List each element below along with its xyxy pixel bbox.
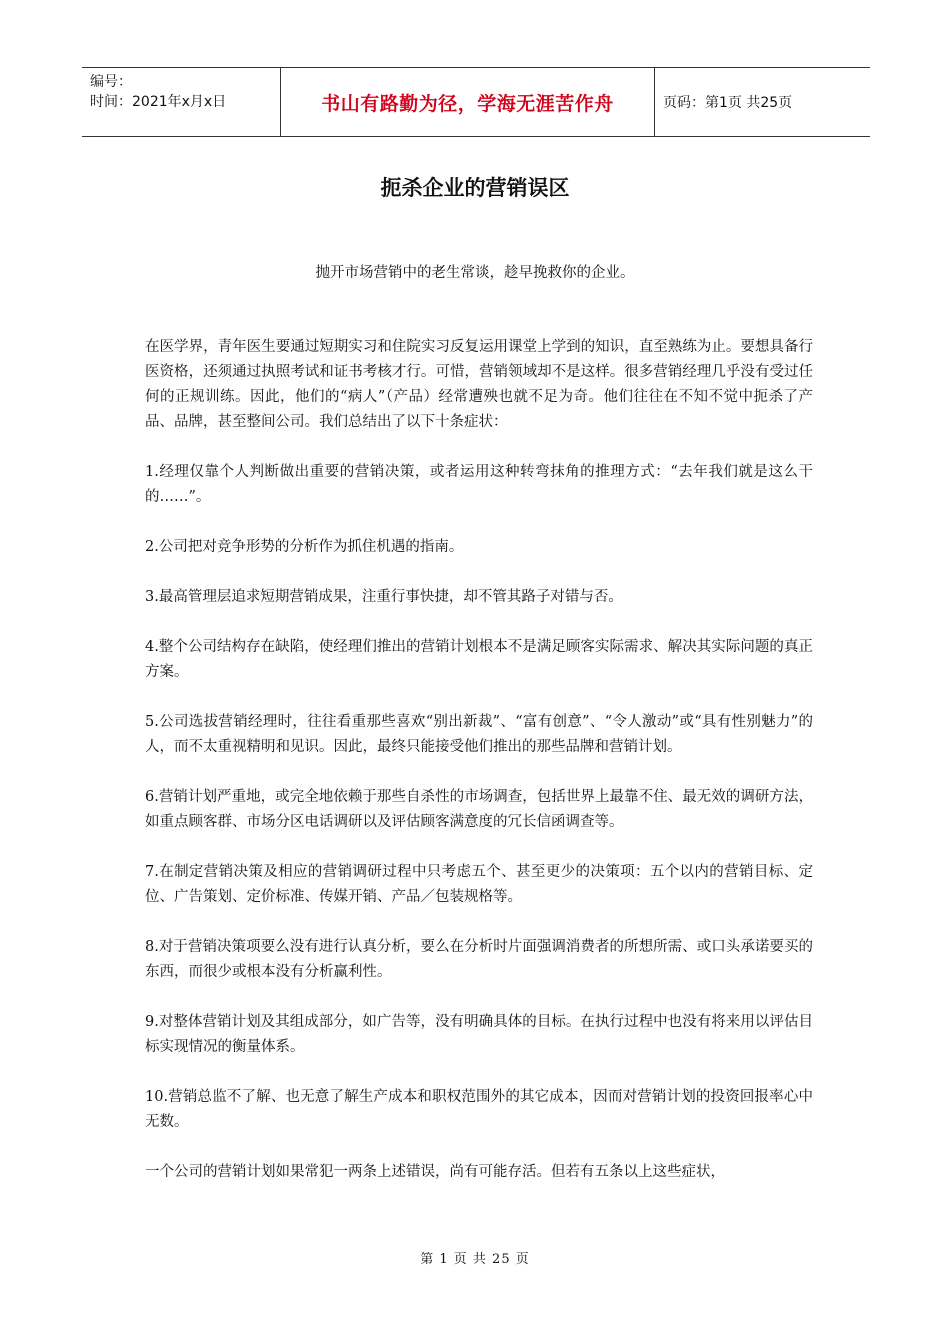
body-paragraph: 5.公司选拔营销经理时，往往看重那些喜欢“别出新裁”、“富有创意”、“令人激动”或“具有性别魅力”的人，而不太重视精明和见识。因此，最终只能接受他们推出的那些品牌和营销计划。 [145,714,813,755]
body-paragraph: 7.在制定营销决策及相应的营销调研过程中只考虑五个、甚至更少的决策项：五个以内的营销目标、定位、广告策划、定价标准、传媒开销、产品／包装规格等。 [145,864,813,905]
page-footer: 第 1 页 共 25 页 [420,1252,530,1267]
body-paragraph: 一个公司的营销计划如果常犯一两条上述错误，尚有可能存活。但若有五条以上这些症状， [145,1164,725,1180]
document-subtitle: 抛开市场营销中的老生常谈，趁早挽救你的企业。 [315,265,635,281]
body-paragraph: 9.对整体营销计划及其组成部分，如广告等，没有明确具体的目标。在执行过程中也没有将来用以评估目标实现情况的衡量体系。 [145,1014,813,1055]
time-label: 时间：2021年x月x日 [90,94,227,110]
body-paragraph: 8.对于营销决策项要么没有进行认真分析，要么在分析时片面强调消费者的所想所需、或口头承诺要买的东西，而很少或根本没有分析赢利性。 [145,939,813,980]
document-body [145,335,813,1210]
header-page-info: 页码：第1页 共25页 [663,95,793,111]
body-paragraph: 1.经理仅靠个人判断做出重要的营销决策，或者运用这种转弯抹角的推理方式：“去年我们就是这么干的……”。 [145,464,813,505]
body-paragraph: 6.营销计划严重地，或完全地依赖于那些自杀性的市场调查，包括世界上最靠不住、最无效的调研方法，如重点顾客群、市场分区电话调研以及评估顾客满意度的冗长信函调查等。 [145,789,813,830]
header-motto: 书山有路勤为径，学海无涯苦作舟 [281,68,655,136]
number-label: 编号： [90,74,132,90]
body-paragraph: 4.整个公司结构存在缺陷，使经理们推出的营销计划根本不是满足顾客实际需求、解决其实际问题的真正方案。 [145,639,813,680]
body-paragraph: 2.公司把对竞争形势的分析作为抓住机遇的指南。 [145,539,464,555]
body-paragraph: 10.营销总监不了解、也无意了解生产成本和职权范围外的其它成本，因而对营销计划的投资回报率心中无数。 [145,1089,813,1130]
page-header [82,67,870,137]
body-paragraph: 在医学界，青年医生要通过短期实习和住院实习反复运用课堂上学到的知识，直至熟练为止。要想具备行医资格，还须通过执照考试和证书考核才行。可惜，营销领域却不是这样。很多营销经理几乎没有受过任何的正规训练。因此，他们的“病人”（产品）经常遭殃也就不足为奇。他们往往在不知不觉中扼杀了产品、品牌，甚至整间公司。我们总结出了以下十条症状： [145,339,813,430]
header-meta [82,68,281,136]
document-title: 扼杀企业的营销误区 [380,176,570,200]
body-paragraph: 3.最高管理层追求短期营销成果，注重行事快捷，却不管其路子对错与否。 [145,589,623,605]
